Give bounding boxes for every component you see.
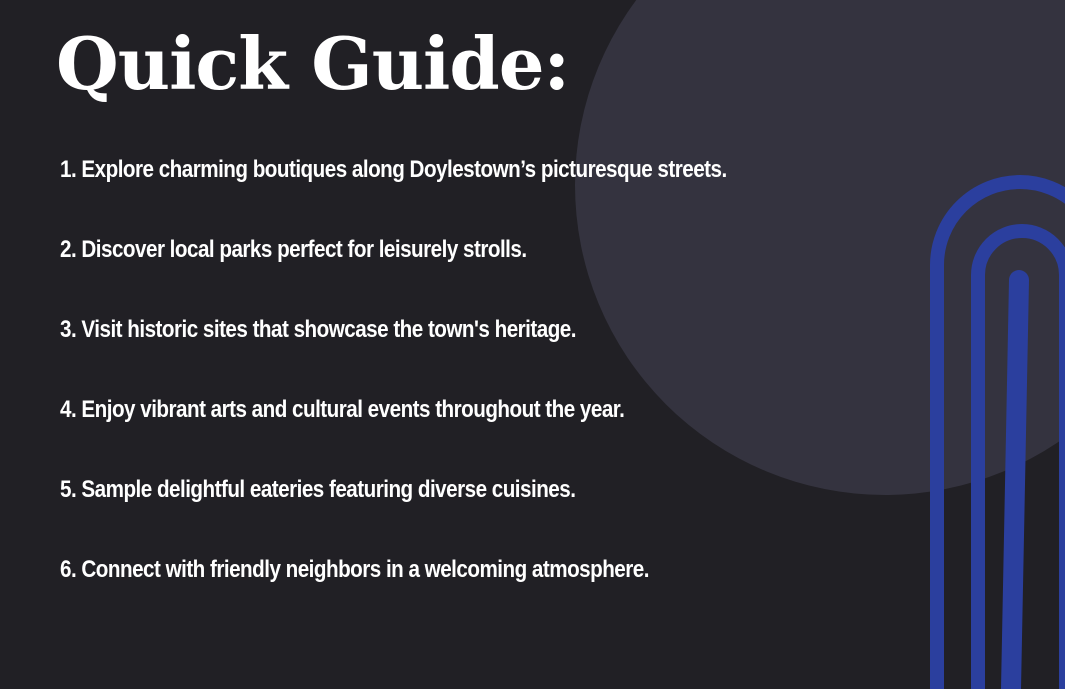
decorative-arches	[925, 170, 1065, 689]
guide-list	[60, 150, 835, 630]
guide-item: 6. Connect with friendly neighbors in a welcoming atmosphere.	[60, 556, 649, 583]
outer-arch	[937, 182, 1065, 689]
guide-item: 5. Sample delightful eateries featuring diverse cuisines.	[60, 476, 576, 503]
guide-item: 3. Visit historic sites that showcase the town's heritage.	[60, 316, 576, 343]
page-title: Quick Guide:	[56, 21, 570, 106]
guide-item: 2. Discover local parks perfect for leisurely strolls.	[60, 236, 527, 263]
guide-item: 1. Explore charming boutiques along Doylestown’s picturesque streets.	[60, 156, 727, 183]
guide-item: 4. Enjoy vibrant arts and cultural events throughout the year.	[60, 396, 625, 423]
inner-arch	[1011, 280, 1019, 689]
